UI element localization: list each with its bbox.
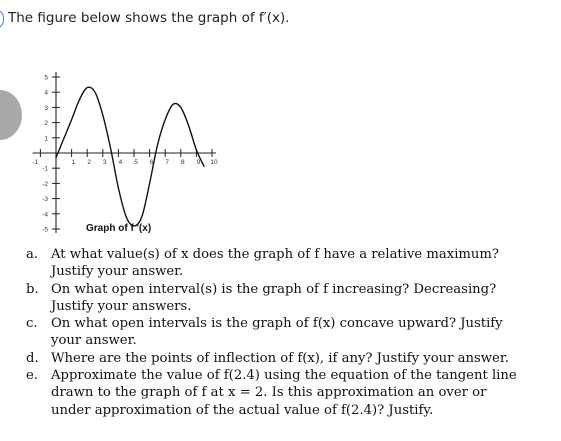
y-tick-label: 1 — [44, 135, 48, 143]
x-tick-label: 9 — [196, 159, 201, 166]
question-text-line: Where are the points of inflection of f(x), if any? Justify your answer. — [51, 350, 509, 366]
question-text-line: Justify your answer. — [51, 264, 184, 280]
question-item — [26, 367, 551, 419]
question-text-line: your answer. — [51, 333, 137, 349]
y-tick-label: 5 — [44, 74, 48, 82]
question-text-line: On what open intervals is the graph of f(x) concave upward? Justify — [51, 316, 503, 332]
question-text-line: On what open interval(s) is the graph of f increasing? Decreasing? — [51, 281, 497, 297]
question-text-line: drawn to the graph of f at x = 2. Is this approximation an over or — [51, 385, 487, 401]
y-tick-label: -5 — [42, 226, 48, 234]
x-tick-label: 5 — [134, 159, 138, 166]
y-tick-label: 4 — [44, 89, 48, 97]
question-text-line: At what value(s) of x does the graph of f have a relative maximum? — [51, 247, 499, 262]
question-text-line: under approximation of the actual value of f(2.4)? Justify. — [51, 402, 434, 418]
y-tick-label: 2 — [44, 120, 48, 128]
question-letter: b. — [26, 281, 39, 297]
x-tick-label: 4 — [118, 159, 123, 166]
y-tick-label: 3 — [44, 104, 48, 112]
question-letter: e. — [26, 368, 38, 384]
x-tick-label: 7 — [165, 159, 170, 166]
question-item — [26, 281, 551, 316]
y-tick-label: -4 — [42, 211, 48, 219]
y-tick-label: -3 — [42, 196, 48, 204]
y-tick-label: -2 — [42, 180, 48, 188]
x-tick-label: 2 — [87, 159, 92, 166]
question-item — [26, 246, 551, 281]
derivative-curve — [56, 87, 204, 226]
graph-caption: Graph of f '(x) — [86, 223, 152, 234]
x-tick-label: 10 — [210, 159, 218, 166]
question-text-line: Approximate the value of f(2.4) using the equation of the tangent line — [51, 368, 517, 384]
x-tick-label: 8 — [180, 159, 185, 166]
problem-intro: The figure below shows the graph of f′(x). — [8, 10, 290, 26]
question-letter: a. — [26, 247, 39, 262]
question-list — [26, 246, 551, 419]
question-item — [26, 315, 551, 350]
x-tick-label: 6 — [149, 159, 154, 166]
question-letter: c. — [26, 316, 38, 332]
question-item — [26, 350, 551, 367]
y-tick-label: -1 — [42, 165, 48, 173]
x-tick-label: 1 — [71, 159, 76, 166]
x-tick-label: 3 — [102, 159, 107, 166]
x-tick-label: -1 — [32, 159, 39, 166]
question-letter: d. — [26, 350, 39, 366]
question-text-line: Justify your answers. — [51, 298, 192, 314]
